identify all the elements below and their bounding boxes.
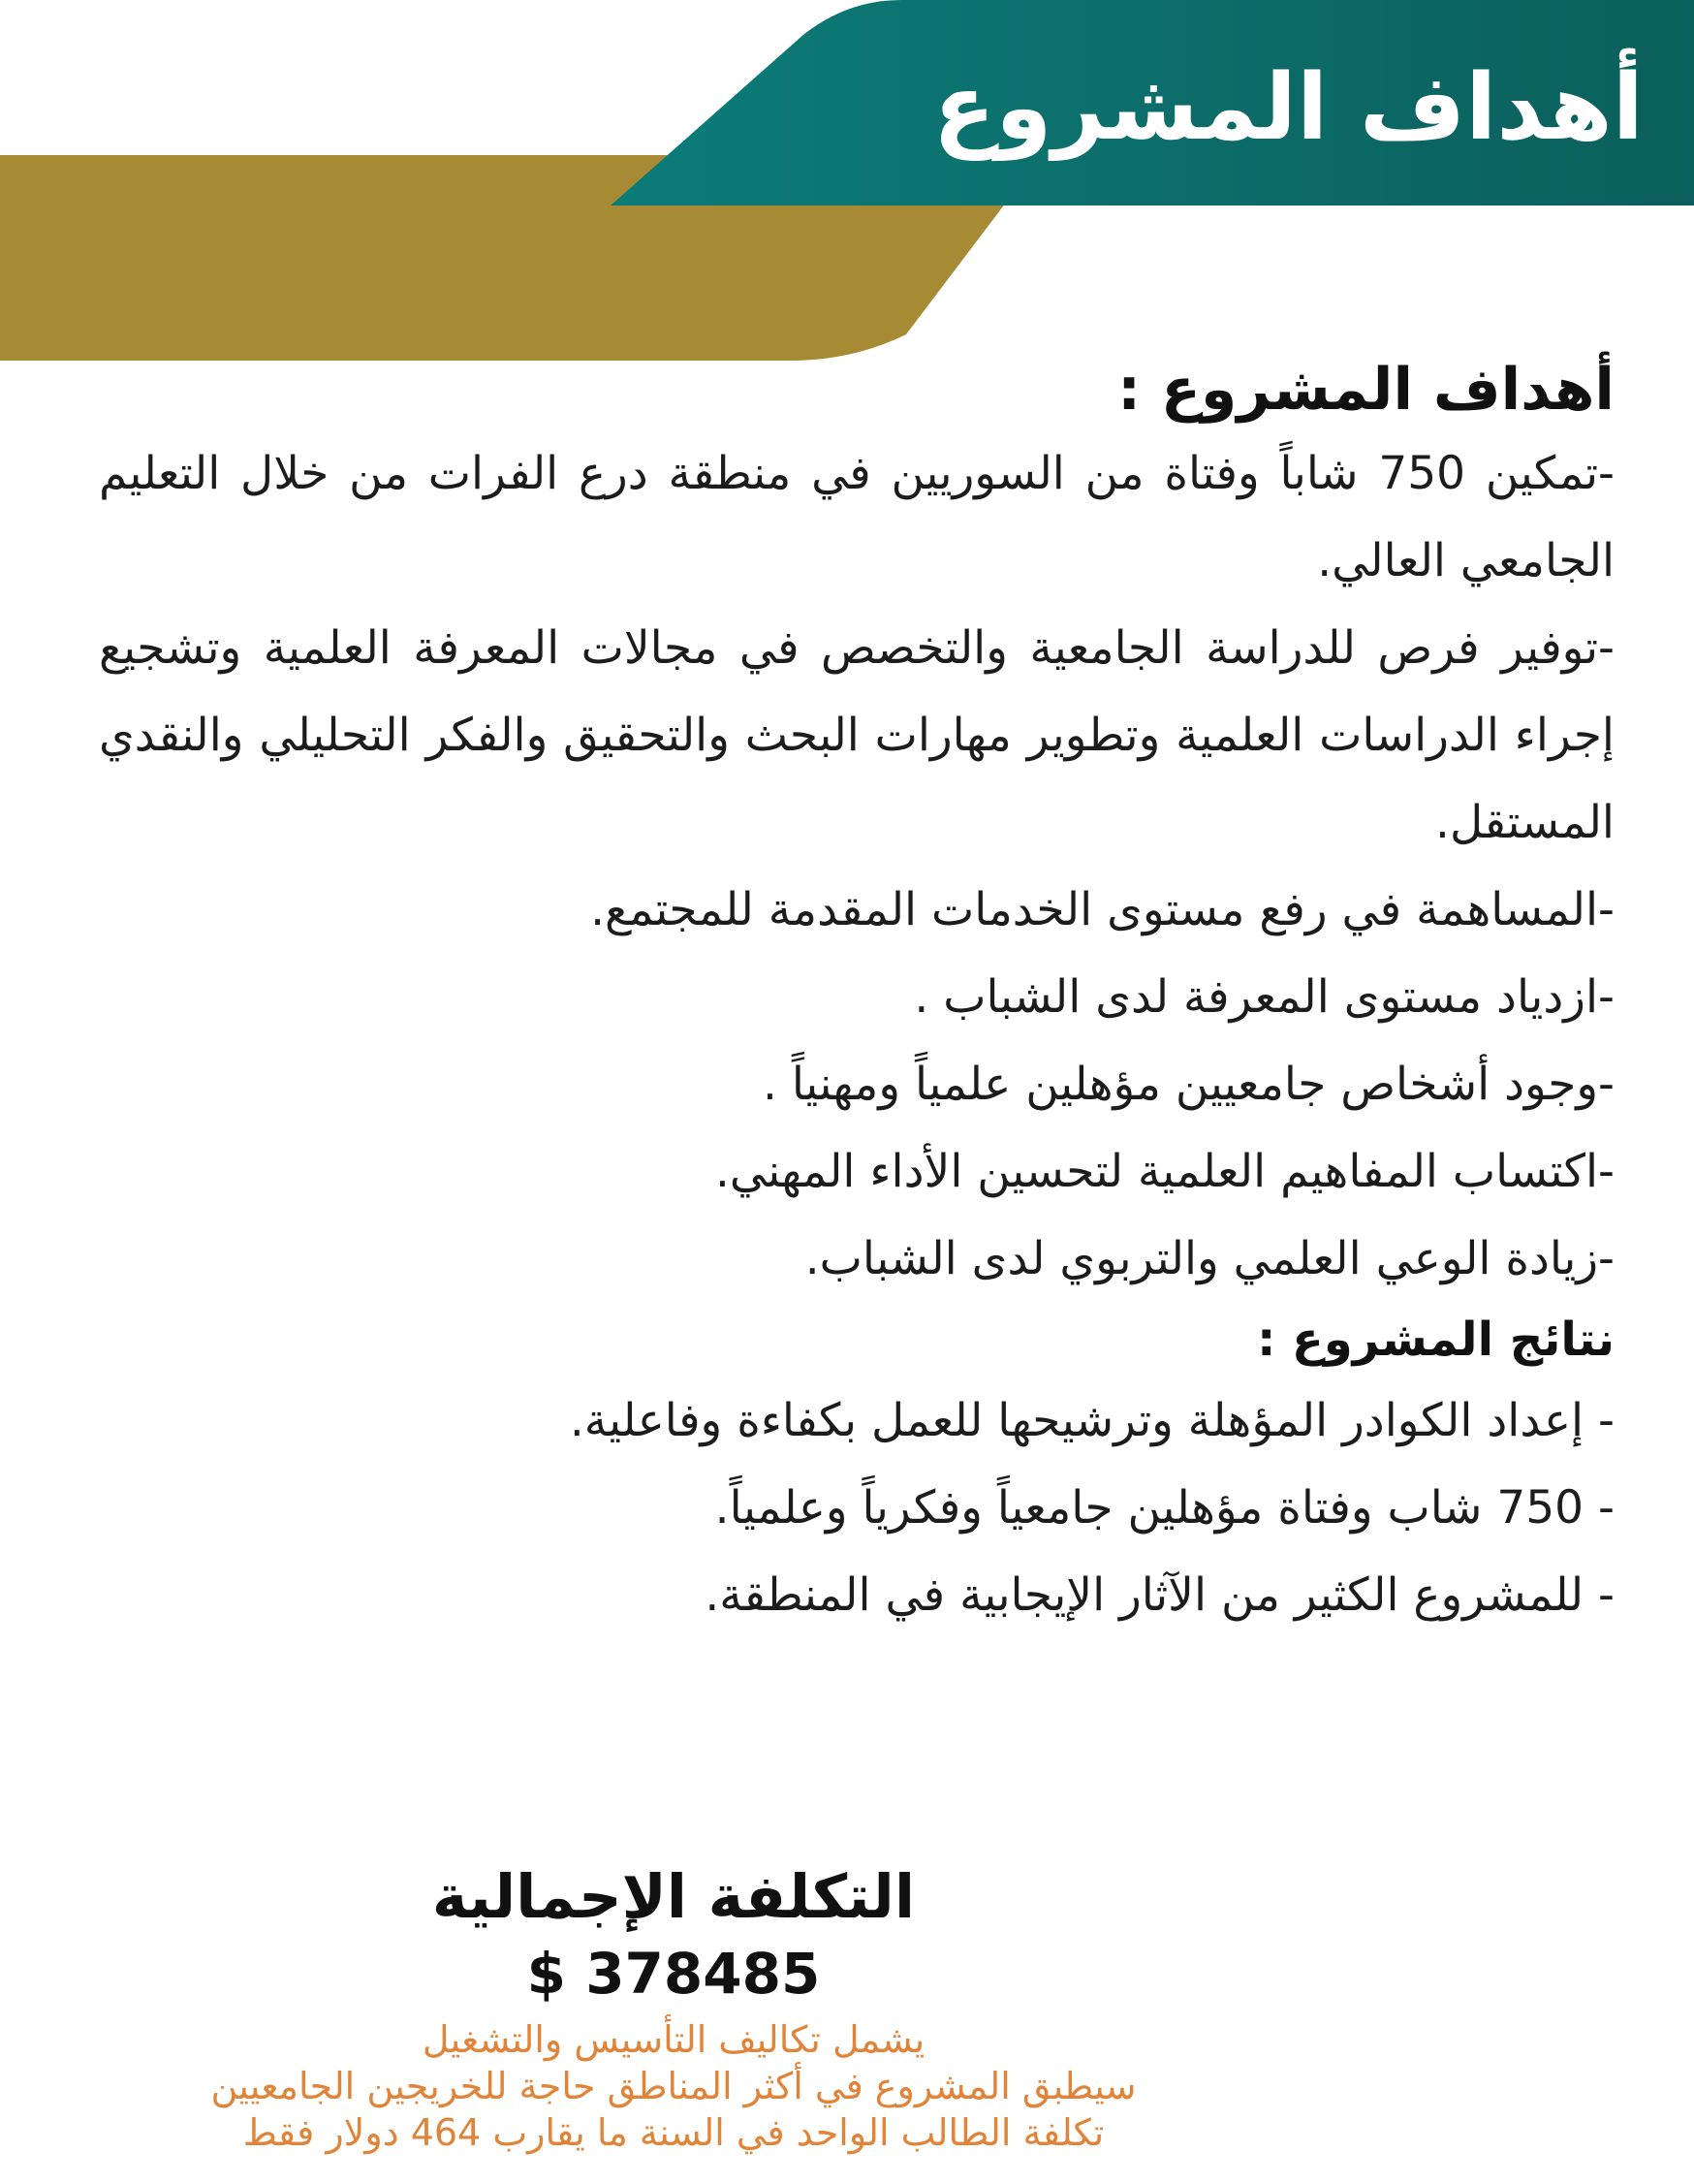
goal-item-1: -تمكين 750 شاباً وفتاة من السوريين في منطقة درع الفرات من خلال التعليم الجامعي العالي. (99, 447, 1615, 587)
cost-amount: $ 378485 (526, 1940, 821, 2007)
goal-item-7: -زيادة الوعي العلمي والتربوي لدى الشباب. (804, 1232, 1615, 1285)
result-item-2: - 750 شاب وفتاة مؤهلين جامعياً وفكرياً وعلمياً. (714, 1480, 1615, 1535)
header-title: أهداف المشروع (932, 55, 1644, 161)
results-heading: نتائج المشروع : (1257, 1313, 1615, 1367)
goal-item-4: -ازدياد مستوى المعرفة لدى الشباب . (914, 970, 1615, 1024)
cost-note-1: يشمل تكاليف التأسيس والتشغيل (422, 2018, 925, 2062)
goal-item-6: -اكتساب المفاهيم العلمية لتحسين الأداء المهني. (714, 1145, 1615, 1198)
goals-heading: أهداف المشروع : (1117, 356, 1615, 424)
cost-note-2: سيطبق المشروع في أكثر المناطق حاجة للخريجين الجامعيين (210, 2065, 1137, 2108)
goal-item-2: -توفير فرص للدراسة الجامعية والتخصص في مجالات المعرفة العلمية وتشجيع إجراء الدراسات العلمية وتطوير مهارات البحث والتحقيق والفكر التحليلي والنقدي المستقل. (99, 621, 1615, 849)
main-content (99, 349, 1615, 1639)
result-item-3: - للمشروع الكثير من الآثار الإيجابية في المنطقة. (705, 1567, 1615, 1622)
goal-item-3: -المساهمة في رفع مستوى الخدمات المقدمة للمجتمع. (590, 883, 1615, 936)
cost-note-3: تكلفة الطالب الواحد في السنة ما يقارب 464 دولار فقط (242, 2111, 1105, 2155)
cost-title: التكلفة الإجمالية (431, 1861, 916, 1932)
result-item-1: - إعداد الكوادر المؤهلة وترشيحها للعمل بكفاءة وفاعلية. (569, 1393, 1615, 1447)
cost-block (58, 1856, 1289, 2156)
goal-item-5: -وجود أشخاص جامعيين مؤهلين علمياً ومهنياً . (762, 1058, 1615, 1111)
cost-notes (58, 2016, 1289, 2156)
